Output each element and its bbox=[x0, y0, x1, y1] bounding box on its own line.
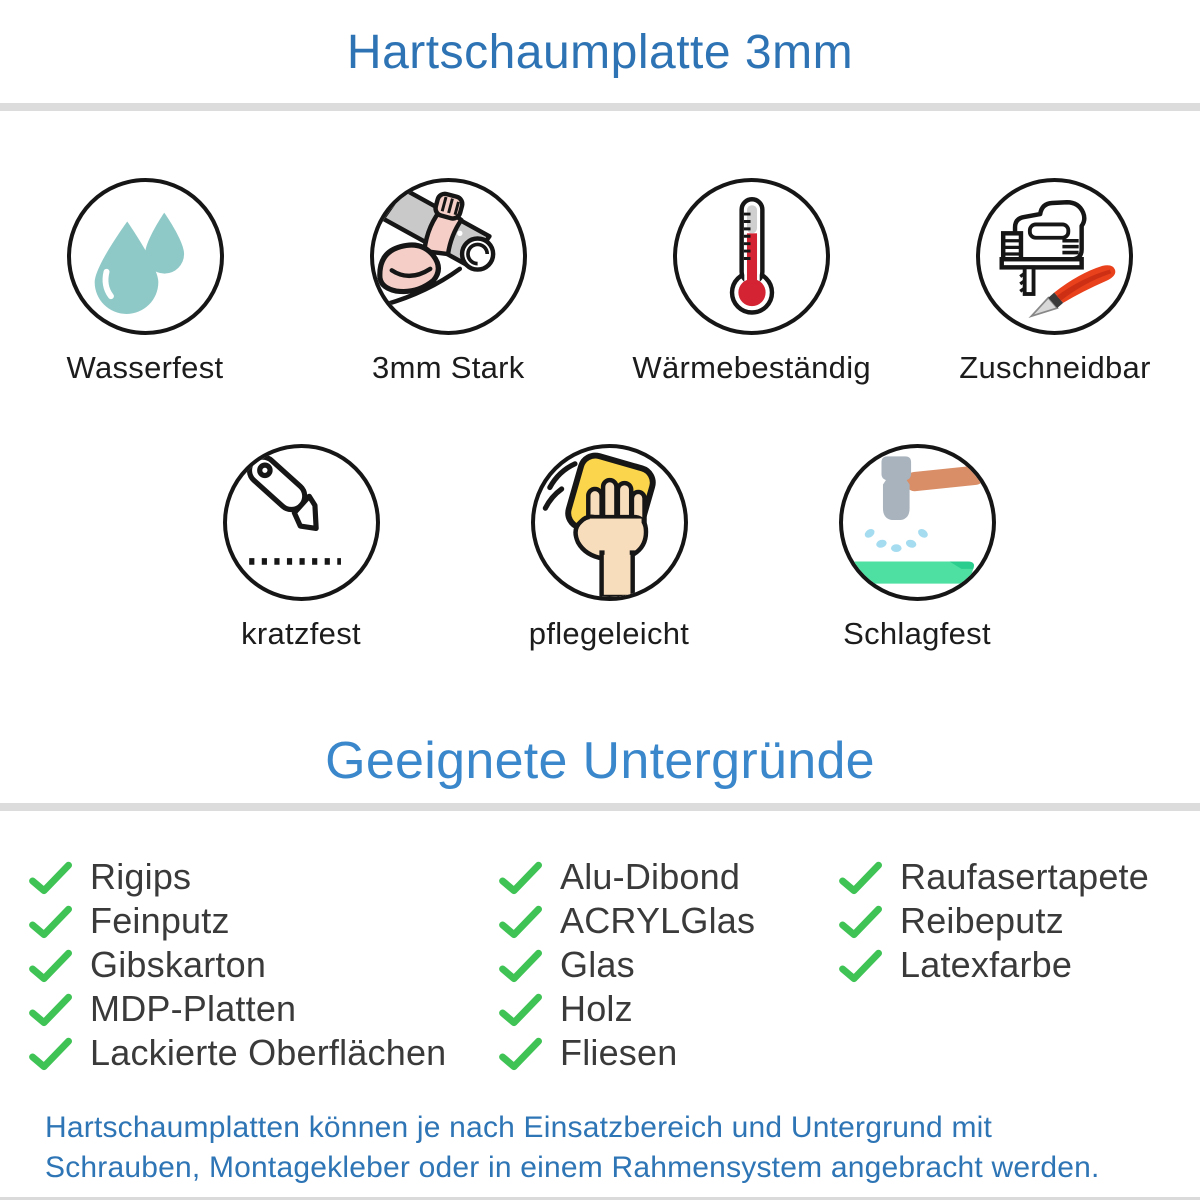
muscle-arm-icon bbox=[374, 183, 522, 331]
checkmark-icon bbox=[498, 860, 544, 895]
feature-pflegeleicht bbox=[524, 444, 694, 652]
divider-top bbox=[0, 103, 1200, 111]
utility-knife-icon bbox=[227, 449, 375, 597]
footer-line: Schrauben, Montagekleber oder in einem Rahmensystem angebracht werden. bbox=[45, 1151, 1100, 1184]
feature-kratzfest bbox=[216, 444, 386, 652]
feature-label: 3mm Stark bbox=[372, 350, 525, 385]
list-item bbox=[28, 1031, 498, 1075]
feature-circle bbox=[370, 178, 527, 335]
feature-circle bbox=[839, 444, 996, 601]
list-item bbox=[498, 855, 838, 899]
feature-3mm-stark bbox=[363, 178, 533, 386]
feature-label: Wärmebeständig bbox=[632, 350, 871, 385]
divider-middle bbox=[0, 803, 1200, 811]
list-item bbox=[28, 899, 498, 943]
section-title: Geeignete Untergründe bbox=[325, 732, 875, 790]
features-row-1 bbox=[0, 178, 1200, 386]
list-item bbox=[28, 987, 498, 1031]
checkmark-icon bbox=[28, 992, 74, 1027]
thermometer-icon bbox=[678, 183, 826, 331]
substrate-label: ACRYLGlas bbox=[560, 900, 756, 941]
substrates-column-3 bbox=[838, 855, 1200, 1075]
feature-circle bbox=[223, 444, 380, 601]
feature-schlagfest bbox=[832, 444, 1002, 652]
list-item bbox=[28, 855, 498, 899]
list-item bbox=[498, 943, 838, 987]
hammer-icon bbox=[843, 449, 991, 597]
checkmark-icon bbox=[838, 860, 884, 895]
features-section bbox=[0, 178, 1200, 652]
feature-label: Zuschneidbar bbox=[959, 350, 1151, 385]
substrate-label: Glas bbox=[560, 944, 635, 985]
features-row-2 bbox=[0, 444, 1200, 652]
substrate-label: Gibskarton bbox=[90, 944, 267, 985]
feature-label: pflegeleicht bbox=[528, 616, 690, 651]
feature-zuschneidbar bbox=[959, 178, 1151, 386]
wiping-hand-icon bbox=[535, 449, 683, 597]
list-item bbox=[838, 855, 1200, 899]
substrate-label: Fliesen bbox=[560, 1032, 678, 1073]
list-item bbox=[498, 899, 838, 943]
checkmark-icon bbox=[28, 904, 74, 939]
footer-line: Hartschaumplatten können je nach Einsatzbereich und Untergrund mit bbox=[45, 1111, 993, 1144]
list-item bbox=[498, 1031, 838, 1075]
footer-note bbox=[0, 1108, 1200, 1188]
jigsaw-icon bbox=[981, 183, 1129, 331]
list-item bbox=[838, 899, 1200, 943]
feature-label: Schlagfest bbox=[843, 616, 991, 651]
substrates-section bbox=[0, 855, 1200, 1075]
list-item bbox=[28, 943, 498, 987]
feature-label: Wasserfest bbox=[66, 350, 224, 385]
feature-wasserfest bbox=[60, 178, 230, 386]
substrate-label: Rigips bbox=[90, 856, 192, 897]
substrates-column-1 bbox=[28, 855, 498, 1075]
checkmark-icon bbox=[838, 904, 884, 939]
substrates-column-2 bbox=[498, 855, 838, 1075]
checkmark-icon bbox=[28, 948, 74, 983]
substrate-label: Raufasertapete bbox=[900, 856, 1149, 897]
list-item bbox=[838, 943, 1200, 987]
feature-circle bbox=[531, 444, 688, 601]
substrate-label: Lackierte Oberflächen bbox=[90, 1032, 447, 1073]
substrate-label: Latexfarbe bbox=[900, 944, 1073, 985]
feature-circle bbox=[67, 178, 224, 335]
substrate-label: Alu-Dibond bbox=[560, 856, 741, 897]
list-item bbox=[498, 987, 838, 1031]
checkmark-icon bbox=[498, 1036, 544, 1071]
substrate-label: MDP-Platten bbox=[90, 988, 297, 1029]
feature-label: kratzfest bbox=[241, 616, 361, 651]
feature-circle bbox=[976, 178, 1133, 335]
checkmark-icon bbox=[838, 948, 884, 983]
feature-circle bbox=[673, 178, 830, 335]
checkmark-icon bbox=[498, 992, 544, 1027]
substrate-label: Reibeputz bbox=[900, 900, 1064, 941]
substrate-label: Feinputz bbox=[90, 900, 230, 941]
page-title: Hartschaumplatte 3mm bbox=[346, 26, 854, 79]
water-drops-icon bbox=[71, 183, 219, 331]
checkmark-icon bbox=[498, 904, 544, 939]
checkmark-icon bbox=[28, 1036, 74, 1071]
feature-waermebestaendig bbox=[632, 178, 871, 386]
checkmark-icon bbox=[28, 860, 74, 895]
checkmark-icon bbox=[498, 948, 544, 983]
substrate-label: Holz bbox=[560, 988, 633, 1029]
